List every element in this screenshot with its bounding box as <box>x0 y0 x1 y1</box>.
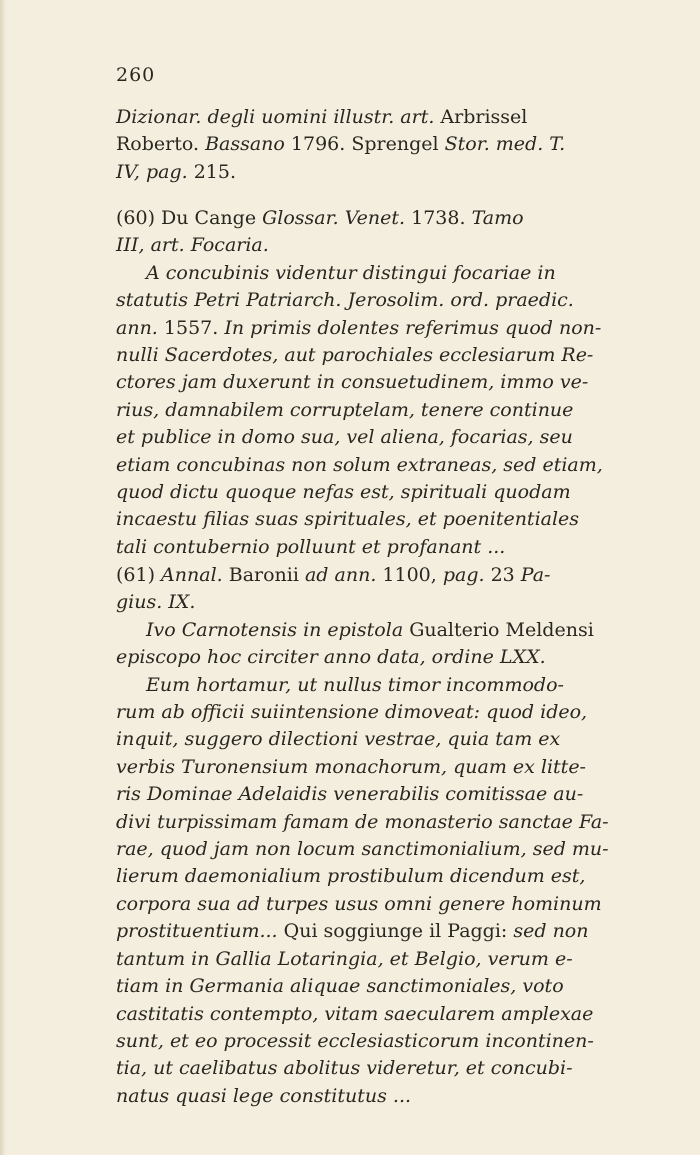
text-run: Ivo Carnotensis in epistola <box>146 618 410 641</box>
text-run: (61) <box>116 564 162 586</box>
text-line <box>116 644 646 671</box>
text-line <box>116 397 646 424</box>
text-line <box>116 809 646 836</box>
text-run: divi turpissimam famam de monasterio sanctae Fa- <box>116 810 609 833</box>
text-run: sed non <box>513 920 589 943</box>
text-line <box>116 131 646 158</box>
text-run: castitatis contempto, vitam saecularem amplexae <box>116 1002 594 1025</box>
text-run: tali contubernio polluunt et profanant ... <box>116 535 506 558</box>
text-run: Glossar. Venet. <box>262 207 412 229</box>
page-edge-shadow <box>0 0 6 1155</box>
text-line <box>116 104 646 131</box>
text-line <box>116 781 646 808</box>
text-run: tiam in Germania aliquae sanctimoniales, voto <box>116 975 564 998</box>
text-run: 215. <box>193 160 237 183</box>
text-line <box>116 369 646 396</box>
text-line <box>116 672 646 699</box>
page-number: 260 <box>116 64 156 86</box>
text-line <box>116 589 646 616</box>
text-run: 1796. Sprengel <box>284 133 445 156</box>
text-line <box>116 424 646 451</box>
text-run: prostituentium... <box>116 920 284 943</box>
text-run: verbis Turonensium monachorum, quam ex litte- <box>116 755 586 778</box>
text-run: ctores jam duxerunt in consuetudinem, immo ve- <box>116 371 589 394</box>
text-run: Baronii <box>228 564 305 586</box>
text-line <box>116 726 646 753</box>
text-run: rae, quod jam non locum sanctimonialium, sed mu- <box>116 838 609 861</box>
text-line <box>116 479 646 506</box>
text-line <box>116 342 646 369</box>
text-run: Stor. med. T. <box>444 133 566 156</box>
text-run: A concubinis videntur distingui focariae in <box>146 261 556 284</box>
text-run: Roberto. <box>116 133 206 156</box>
text-run: nulli Sacerdotes, aut parochiales ecclesiarum Re- <box>116 344 594 367</box>
text-run: gius. IX. <box>116 591 196 614</box>
footnote-61 <box>116 562 646 1110</box>
text-run: ad ann. <box>304 564 383 586</box>
text-run: 1557. <box>163 316 225 339</box>
text-run: et publice in domo sua, vel aliena, focarias, seu <box>116 426 573 449</box>
text-run: tia, ut caelibatus abolitus videretur, et concubi- <box>116 1057 573 1080</box>
text-run: Bassano <box>205 133 285 156</box>
text-line <box>116 754 646 781</box>
text-run: Arbrissel <box>440 106 528 128</box>
text-line <box>116 918 646 945</box>
text-run: (60) Du Cange <box>116 207 263 229</box>
text-run: In primis dolentes referimus quod non- <box>224 316 602 339</box>
text-line <box>116 617 646 644</box>
paragraph-59-continuation <box>116 104 646 186</box>
text-run: Eum hortamur, ut nullus timor incommodo- <box>146 673 564 696</box>
text-run: Qui soggiunge il Paggi: <box>283 920 514 943</box>
text-run: quod dictu quoque nefas est, spirituali quodam <box>116 481 571 504</box>
text-line <box>116 506 646 533</box>
text-line <box>116 1083 646 1110</box>
text-line <box>116 973 646 1000</box>
text-line <box>116 159 646 186</box>
text-run: 1738. <box>411 207 472 229</box>
text-run: 23 <box>490 564 521 586</box>
text-run: ann. <box>116 316 164 339</box>
text-line <box>116 232 646 259</box>
text-run: tantum in Gallia Lotaringia, et Belgio, verum e- <box>116 947 573 970</box>
text-run: pag. <box>442 564 491 586</box>
text-run: IV, pag. <box>116 160 194 183</box>
text-run: Annal. <box>161 564 229 586</box>
text-line <box>116 1028 646 1055</box>
text-line <box>116 863 646 890</box>
text-run: III, art. Focaria. <box>116 234 269 257</box>
text-run: episcopo hoc circiter anno data, ordine LXX. <box>116 646 546 669</box>
text-run: Pa- <box>520 564 551 586</box>
text-run: natus quasi lege constitutus ... <box>116 1084 412 1107</box>
text-line <box>116 534 646 561</box>
text-run: lierum daemonialium prostibulum dicendum est, <box>116 865 586 888</box>
text-run: ris Dominae Adelaidis venerabilis comitissae au- <box>116 783 584 806</box>
text-run: 1100, <box>382 564 443 586</box>
text-run: statutis Petri Patriarch. Jerosolim. ord. praedic. <box>116 289 574 312</box>
text-run: rius, damnabilem corruptelam, tenere continue <box>116 398 574 421</box>
text-line <box>116 260 646 287</box>
text-run: etiam concubinas non solum extraneas, sed etiam, <box>116 453 603 476</box>
text-line <box>116 1001 646 1028</box>
text-run: Tamo <box>471 207 524 229</box>
text-line <box>116 699 646 726</box>
text-run: Dizionar. degli uomini illustr. art. <box>116 106 441 128</box>
text-run: inquit, suggero dilectioni vestrae, quia tam ex <box>116 728 561 751</box>
text-line <box>116 315 646 342</box>
text-run: rum ab officii suiintensione dimoveat: quod ideo, <box>116 701 588 724</box>
text-run: Gualterio Meldensi <box>409 618 594 641</box>
text-line <box>116 836 646 863</box>
text-line <box>116 205 646 232</box>
text-line <box>116 891 646 918</box>
text-line <box>116 287 646 314</box>
text-run: corpora sua ad turpes usus omni genere hominum <box>116 892 602 915</box>
text-line <box>116 452 646 479</box>
text-line <box>116 562 646 589</box>
text-line <box>116 946 646 973</box>
text-line <box>116 1055 646 1082</box>
text-run: incaestu filias suas spirituales, et poenitentiales <box>116 508 580 531</box>
text-run: sunt, et eo processit ecclesiasticorum incontinen- <box>116 1029 594 1052</box>
footnote-60 <box>116 205 646 561</box>
